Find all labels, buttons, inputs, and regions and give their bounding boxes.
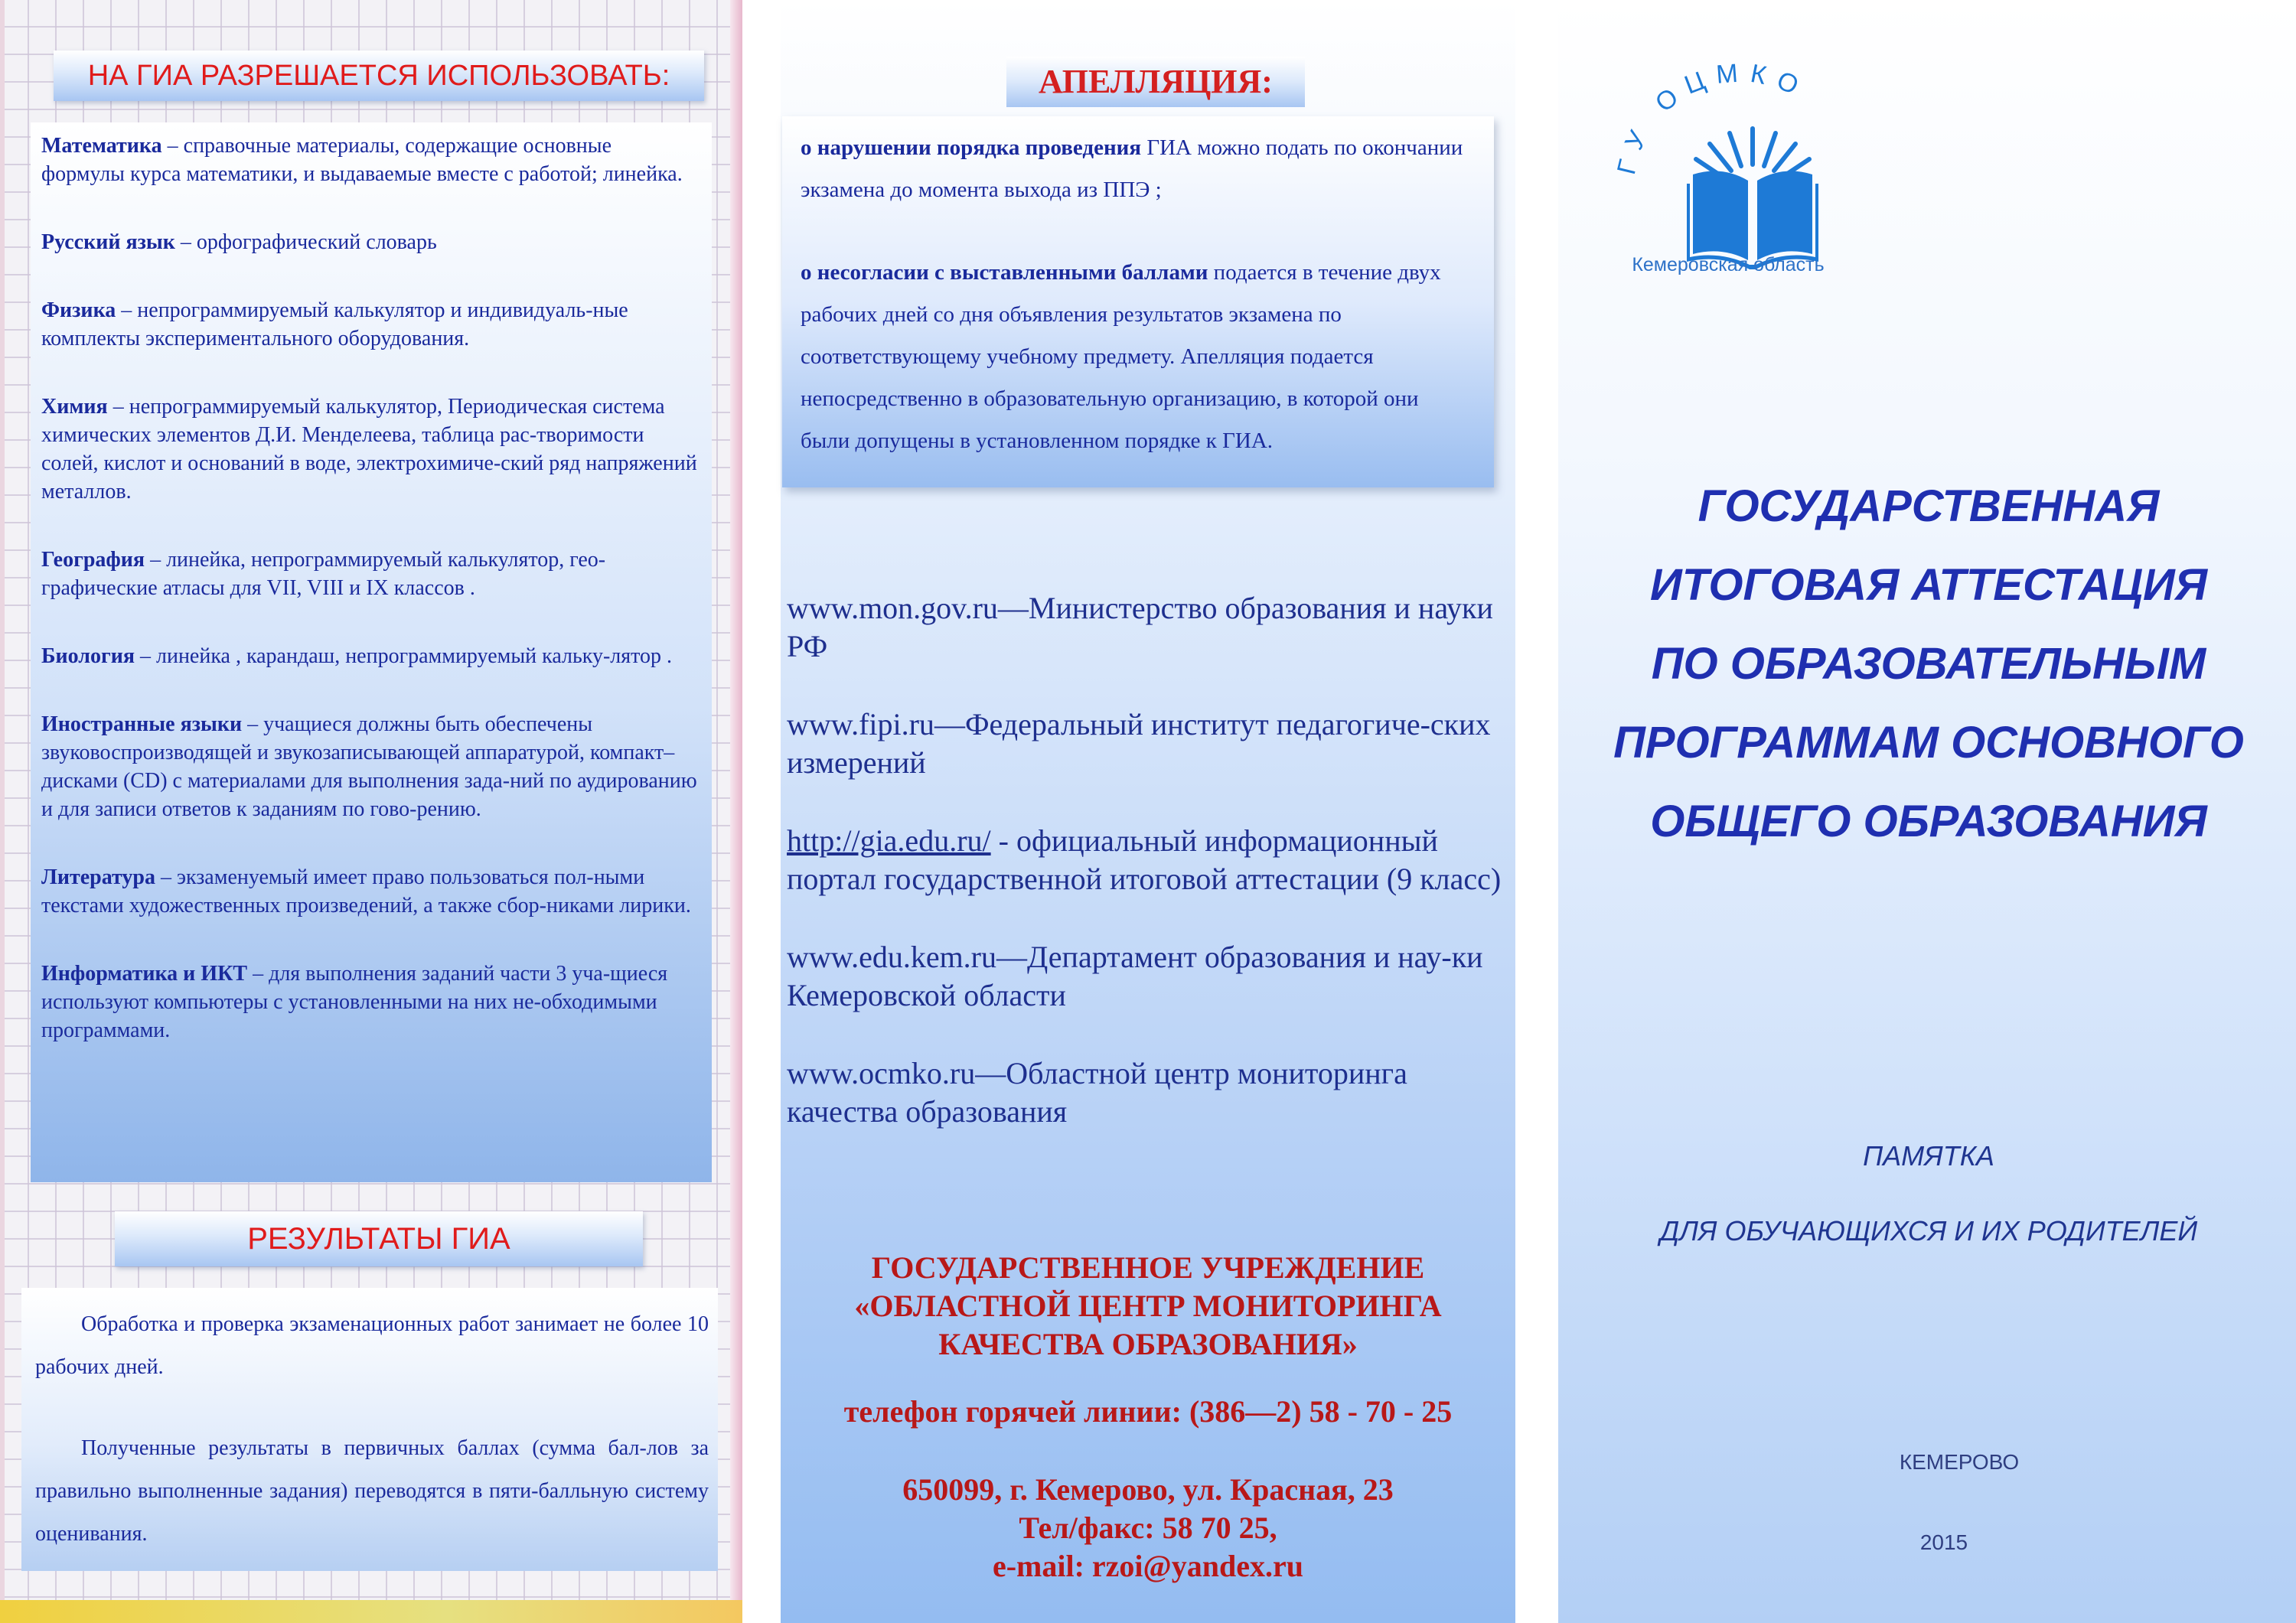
results-heading: РЕЗУЛЬТАТЫ ГИА [115, 1211, 643, 1266]
subject-text: – справочные материалы, содержащие основные формулы курса математики, и выдаваемые вместе с работой; линейка. [41, 134, 683, 186]
appeal-item-text: подается в течение двух рабочих дней со дня объявления результатов экзамена по соответствующему учебному предмету. Апелляция подается непосредственно в образовательную организацию, в которой они были допущены в установленном порядке к ГИА. [801, 260, 1441, 453]
results-box [21, 1288, 718, 1571]
title-line: ПО ОБРАЗОВАТЕЛЬНЫМ [1651, 639, 2206, 689]
subject-name: Информатика и ИКТ [41, 962, 248, 986]
link-url[interactable]: www.mon.gov.ru [787, 591, 998, 625]
logo-arc-text: ГУ ОЦМКО [1611, 57, 1813, 178]
useful-links [787, 589, 1510, 1171]
link-item [787, 822, 1510, 898]
appeal-item-title: о несогласии с выставленными баллами [801, 260, 1208, 285]
link-description: —Департамент образования и нау-ки Кемеровской области [787, 940, 1483, 1012]
subject-item [41, 863, 698, 920]
address: 650099, г. Кемерово, ул. Красная, 23 [902, 1472, 1394, 1507]
link-url[interactable]: www.ocmko.ru [787, 1056, 976, 1090]
email[interactable]: e-mail: rzoi@yandex.ru [992, 1549, 1303, 1583]
subject-item [41, 710, 698, 823]
subject-text: – непрограммируемый калькулятор и индивидуаль-ные комплекты экспериментального оборудования. [41, 298, 628, 350]
subject-name: Физика [41, 298, 116, 322]
subject-text: – линейка, непрограммируемый калькулятор, гео-графические атласы для VII, VIII и IX классов . [41, 548, 606, 600]
org-name-line: ГОСУДАРСТВЕННОЕ УЧРЕЖДЕНИЕ [871, 1250, 1425, 1285]
subject-item [41, 296, 698, 353]
subject-text: – непрограммируемый калькулятор, Периодическая система химических элементов Д.И. Менделеева, таблица рас-творимости солей, кислот и оснований в воде, электрохимиче-ский ряд напряжений металлов. [41, 395, 697, 504]
allowed-subjects-list [31, 122, 712, 1182]
appeal-box [782, 116, 1494, 487]
appeal-heading: АПЕЛЛЯЦИЯ: [1006, 57, 1305, 107]
subject-name: Литература [41, 865, 155, 889]
subject-name: Биология [41, 644, 135, 668]
sun-rays-icon [1696, 129, 1809, 178]
subject-name: География [41, 548, 145, 572]
org-name-line: «ОБЛАСТНОЙ ЦЕНТР МОНИТОРИНГА [854, 1289, 1442, 1323]
link-item [787, 1054, 1510, 1131]
subject-text: – линейка , карандаш, непрограммируемый кальку-лятор . [134, 644, 672, 668]
subject-item [41, 546, 698, 602]
allowed-heading: НА ГИА РАЗРЕШАЕТСЯ ИСПОЛЬЗОВАТЬ: [54, 51, 704, 101]
year-label: 2015 [1919, 1530, 1968, 1554]
subject-item [41, 132, 698, 188]
hotline-phone: телефон горячей линии: (386—2) 58 - 70 - 25 [843, 1394, 1453, 1429]
panel-edge [730, 0, 742, 1623]
organization-contacts [788, 1249, 1508, 1586]
panel-edge [0, 0, 5, 1623]
appeal-item [801, 252, 1471, 462]
link-description: —Федеральный институт педагогиче-ских измерений [787, 707, 1491, 780]
title-line: ИТОГОВАЯ АТТЕСТАЦИЯ [1649, 560, 2208, 610]
panel-edge [0, 1600, 742, 1623]
link-description: —Министерство образования и науки РФ [787, 591, 1493, 663]
audience-label: ДЛЯ ОБУЧАЮЩИХСЯ И ИХ РОДИТЕЛЕЙ [1659, 1215, 2198, 1247]
link-item [787, 938, 1510, 1015]
ocmko-logo [1592, 31, 1883, 283]
subject-text: – орфографический словарь [174, 230, 437, 254]
link-url[interactable]: www.edu.kem.ru [787, 940, 997, 974]
results-paragraph: Полученные результаты в первичных баллах (сумма бал-лов за правильно выполненные задания) переводятся в пяти-балльную систему оценивания. [35, 1436, 709, 1546]
subject-text: – для выполнения заданий части 3 уча-щиеся используют компьютеры с установленными на них не-обходимыми программами. [41, 962, 668, 1042]
appeal-item [801, 127, 1471, 211]
memo-label: ПАМЯТКА [1863, 1140, 1994, 1172]
appeal-item-text: ГИА можно подать по окончании экзамена до момента выхода из ППЭ ; [801, 135, 1463, 202]
subject-item [41, 228, 698, 256]
subject-name: Иностранные языки [41, 712, 243, 736]
subject-name: Русский язык [41, 230, 175, 254]
link-url[interactable]: http://gia.edu.ru/ [787, 823, 991, 858]
title-line: ОБЩЕГО ОБРАЗОВАНИЯ [1650, 797, 2207, 846]
title-line: ГОСУДАРСТВЕННАЯ [1698, 481, 2160, 531]
link-item [787, 706, 1510, 782]
fax: Тел/факс: 58 70 25, [1019, 1511, 1277, 1545]
appeal-item-title: о нарушении порядка проведения [801, 135, 1142, 160]
subject-name: Математика [41, 134, 162, 158]
subject-item [41, 960, 698, 1045]
subject-item [41, 393, 698, 506]
link-url[interactable]: www.fipi.ru [787, 707, 934, 741]
results-paragraph: Обработка и проверка экзаменационных работ занимает не более 10 рабочих дней. [35, 1312, 709, 1379]
link-item [787, 589, 1510, 666]
logo-region-label: Кемеровская область [1632, 254, 1825, 275]
subject-name: Химия [41, 395, 108, 419]
page-title [1577, 467, 2281, 861]
org-name-line: КАЧЕСТВА ОБРАЗОВАНИЯ» [938, 1327, 1358, 1361]
link-description: - официальный информационный портал государственной итоговой аттестации (9 класс) [787, 823, 1502, 896]
subject-text: – учащиеся должны быть обеспечены звуковоспроизводящей и звукозаписывающей аппаратурой, компакт–дисками (CD) с материалами для выполнения зада-ний по аудированию и для записи ответов к заданиям по гово-рению. [41, 712, 697, 821]
link-description: —Областной центр мониторинга качества образования [787, 1056, 1407, 1129]
subject-item [41, 642, 698, 670]
city-label: КЕМЕРОВО [1899, 1450, 2020, 1474]
subject-text: – экзаменуемый имеет право пользоваться пол-ными текстами художественных произведений, а также сбор-никами лирики. [41, 865, 691, 917]
title-line: ПРОГРАММАМ ОСНОВНОГО [1613, 718, 2244, 768]
